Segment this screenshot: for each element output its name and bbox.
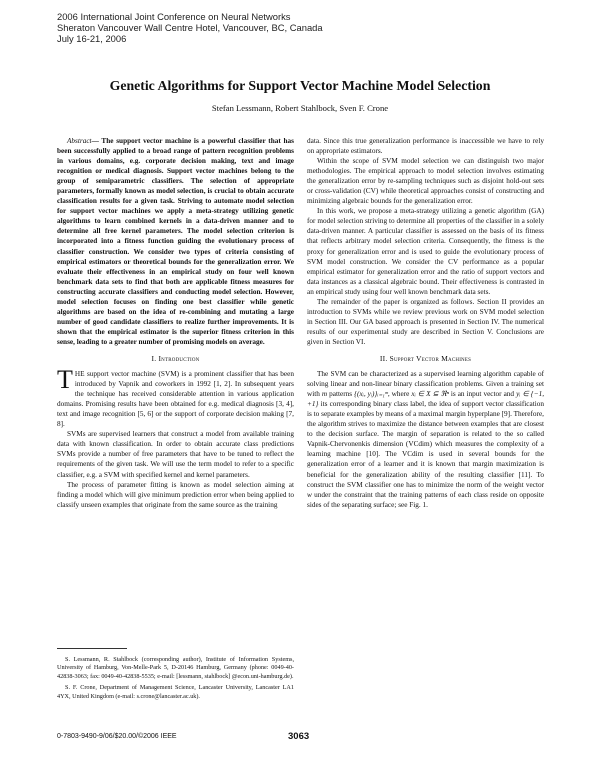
body-paragraph-1: data. Since this true generalization performance is inaccessible we have to rely on appropriate estimators.: [307, 137, 544, 156]
intro-paragraph-2: SVMs are supervised learners that construct a model from available training data with known classification. In order to obtain accurate class predictions SVMs provide a number of free parameters that have to be tuned to reflect the requirements of the given task. We will use the term model to refer to a specific classifier, e.g. a SVM with specified kernel and kernel parameters.: [57, 430, 294, 479]
left-column: [57, 136, 294, 510]
copyright-code: 0-7803-9490-9/06/$20.00/©2006 IEEE: [57, 733, 177, 740]
conference-header: [57, 11, 323, 45]
abstract-lead: Abstract: [67, 137, 92, 145]
math-class-label: yᵢ ∈ {−1, +1}: [307, 390, 545, 409]
section-number: I.: [151, 353, 157, 363]
footnote-affiliation-1: S. Lessmann, R. Stahlbock (corresponding author), Institute of Information Systems, University of Hamburg, Von-Melle-Park 5, D-20146 Hamburg, Germany (phone: 0049-40-42838-3063; fax: 0049-40-42838-5535; e-mail: [lessmann, stahlbock] @econ.uni-hamburg.de).: [57, 656, 294, 680]
section-heading-introduction: [57, 354, 294, 364]
svm-paragraph: The SVM can be characterized as a supervised learning algorithm capable of solving linear and non-linear binary classification problems. Given a training set with m patterns {(xᵢ, yᵢ)}ᵢ₌₁ᵐ, where xᵢ ∈ X ⊆ ℜⁿ is an input vector and yᵢ ∈ {−1, +1} its corresponding binary class label, the idea of support vector classification is to separate examples by means of a maximal margin hyperplane [9]. Therefore, the algorithm strives to maximize the distance between examples that are closest to the decision surface. The margin of separation is related to the so called Vapnik-Chervonenkis dimension (VCdim) which measures the complexity of a learning machine [10]. The VCdim is used in several bounds for the generalization error of a learner and it is known that margin maximization is beneficial for the generalization ability of the resulting classifier [11]. To construct the SVM classifier one has to minimize the norm of the weight vector w under the constraint that the training patterns of each class reside on opposite sides of the separating surface; see Fig. 1.: [307, 370, 545, 509]
conference-dates: July 16-21, 2006: [57, 33, 127, 45]
intro-paragraph-1: THE support vector machine (SVM) is a prominent classifier that has been introduced by Vapnik and coworkers in 1992 [1, 2]. In subsequent years the technique has received considerable attention in various application domains. Promising results have been obtained for e.g. medical diagnosis [3, 4], text and image recognition [5, 6] or the support of corporate decision making [7, 8].: [57, 365, 294, 429]
math-input-vector: xᵢ ∈ X ⊆ ℜⁿ: [411, 390, 449, 399]
section-title: Support Vector Machines: [389, 353, 472, 363]
conference-name: 2006 International Joint Conference on Neural Networks: [57, 11, 291, 22]
page-number: 3063: [288, 731, 310, 742]
footnote-rule: [57, 648, 127, 649]
section-number: II.: [379, 353, 388, 363]
paper-title: Genetic Algorithms for Support Vector Machine Model Selection: [109, 78, 491, 93]
abstract-body: — The support vector machine is a powerful classifier that has been successfully applied to a broad range of pattern recognition problems in various domains, e.g. corporate decision making, text and image recognition or medical diagnosis. Support vector machines belong to the group of semiparametric classifiers. The selection of appropriate parameters, formally known as model selection, is crucial to obtain accurate classification results for a given task. Striving to automate model selection for support vector machines we apply a meta-strategy utilizing genetic algorithms to learn combined kernels in a data-driven manner and to determine all free kernel parameters. The model selection criterion is incorporated into a fitness function guiding the evolutionary process of classifier construction. We consider two types of criteria consisting of empirical estimators or theoretical bounds for the generalization error. We evaluate their effectiveness in an empirical study on four well known benchmark data sets to find that both are applicable fitness measures for constructing accurate classifiers and conducting model selection. However, model selection focuses on finding one best classifier while genetic algorithms are based on the idea of re-combining and mutating a large number of good candidate classifiers to realize further improvements. It is shown that the empirical estimator is the superior fitness criterion in this sense, leading to a greater number of promising models on average.: [57, 137, 294, 346]
body-paragraph-4: The remainder of the paper is organized as follows. Section II provides an introduction to SVMs while we review previous work on SVM model selection in Section III. Our GA based approach is presented in Section IV. The numerical results of our experimental study are described in Section V. Conclusions are given in Section VI.: [307, 297, 544, 346]
section-heading-svm: [307, 354, 544, 364]
right-column: [307, 136, 544, 510]
math-training-set: {(xᵢ, yᵢ)}ᵢ₌₁ᵐ: [354, 390, 388, 399]
paper-authors: Stefan Lessmann, Robert Stahlbock, Sven F. Crone: [211, 103, 389, 113]
footnotes: [57, 656, 294, 704]
body-paragraph-2: Within the scope of SVM model selection we can distinguish two major methodologies. The empirical approach to model selection involves estimating the generalization error by re-sampling techniques such as disjoint hold-out sets or cross-validation (CV) while theoretical approaches consist of constructing and minimizing algebraic bounds for the generalization error.: [307, 157, 544, 206]
math-weight-vector: w: [307, 490, 312, 499]
abstract: [57, 136, 294, 347]
section-title: Introduction: [158, 353, 200, 363]
intro-paragraph-3: The process of parameter fitting is known as model selection aiming at finding a model which will give minimum prediction error when being applied to classify unseen examples that originate from the same source as the training: [57, 480, 294, 509]
footnote-affiliation-2: S. F. Crone, Department of Management Science, Lancaster University, Lancaster LA1 4YX, United Kingdom (e-mail: s.crone@lancaster.ac.uk).: [57, 684, 294, 700]
math-m: m: [321, 390, 328, 399]
conference-venue: Sheraton Vancouver Wall Centre Hotel, Vancouver, BC, Canada: [57, 22, 323, 34]
drop-cap: T: [57, 365, 73, 395]
body-paragraph-3: In this work, we propose a meta-strategy utilizing a genetic algorithm (GA) for model selection striving to determine all properties of the classifier in a solely data-driven manner. A particular classifier is assessed on the basis of its fitness that reflects arbitrary model selection criteria. Consequently, the fitness is the proxy for generalization error and is used to guide the evolutionary process of SVM model construction. We consider the CV performance as a popular empirical estimator for generalization error and the ratio of support vectors and data instances as a classical algebraic bound. Their effectiveness is contrasted in an empirical study using four well known benchmark data sets.: [307, 207, 544, 296]
